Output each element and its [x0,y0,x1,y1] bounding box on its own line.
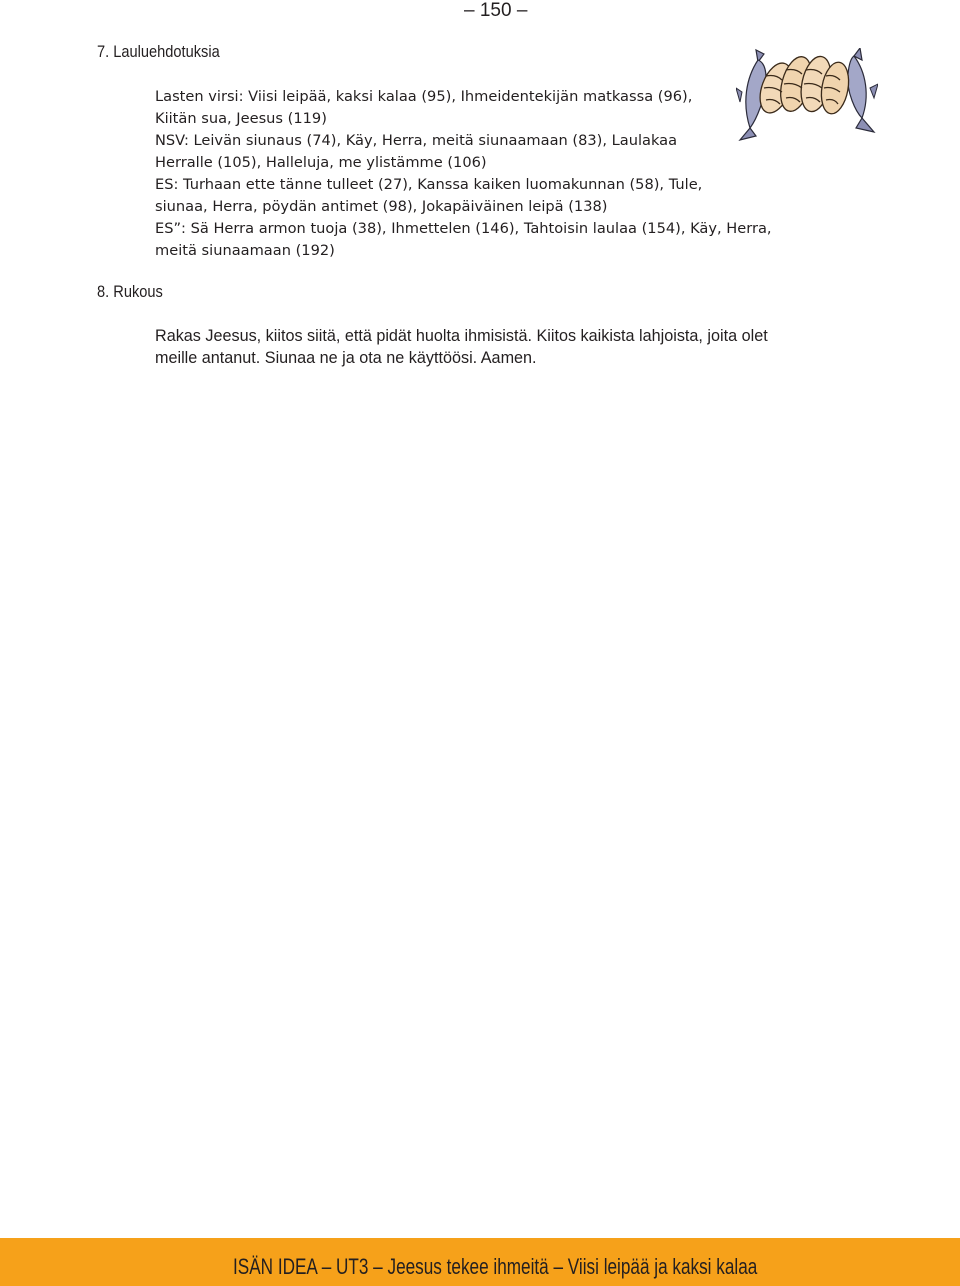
song-line: meitä siunaamaan (192) [155,242,335,259]
song-line: ES”: Sä Herra armon tuoja (38), Ihmettelen (146), Tahtoisin laulaa (154), Käy, Herra, [155,220,772,237]
section-heading-songs: 7. Lauluehdotuksia [97,42,220,61]
page-number: – 150 – [464,0,528,21]
song-line: Lasten virsi: Viisi leipää, kaksi kalaa (95), Ihmeidentekijän matkassa (96), [155,88,693,105]
bread-loaves-icon [754,53,852,117]
fish-right-icon [848,48,878,132]
loaves-and-fishes-icon [736,48,878,148]
song-suggestions [155,86,795,262]
prayer-line: meille antanut. Siunaa ne ja ota ne käyttöösi. Aamen. [155,349,537,367]
footer-title: ISÄN IDEA – UT3 – Jeesus tekee ihmeitä – Viisi leipää ja kaksi kalaa [233,1254,758,1279]
song-line: ES: Turhaan ette tänne tulleet (27), Kanssa kaiken luomakunnan (58), Tule, [155,176,703,193]
song-line: siunaa, Herra, pöydän antimet (98), Jokapäiväinen leipä (138) [155,198,608,215]
song-line: Kiitän sua, Jeesus (119) [155,110,327,127]
prayer-line: Rakas Jeesus, kiitos siitä, että pidät huolta ihmisistä. Kiitos kaikista lahjoista, joita olet [155,327,768,345]
song-line: NSV: Leivän siunaus (74), Käy, Herra, meitä siunaamaan (83), Laulakaa [155,132,678,149]
song-line: Herralle (105), Halleluja, me ylistämme (106) [155,154,487,171]
section-heading-prayer: 8. Rukous [97,282,163,301]
prayer-text [155,325,815,369]
